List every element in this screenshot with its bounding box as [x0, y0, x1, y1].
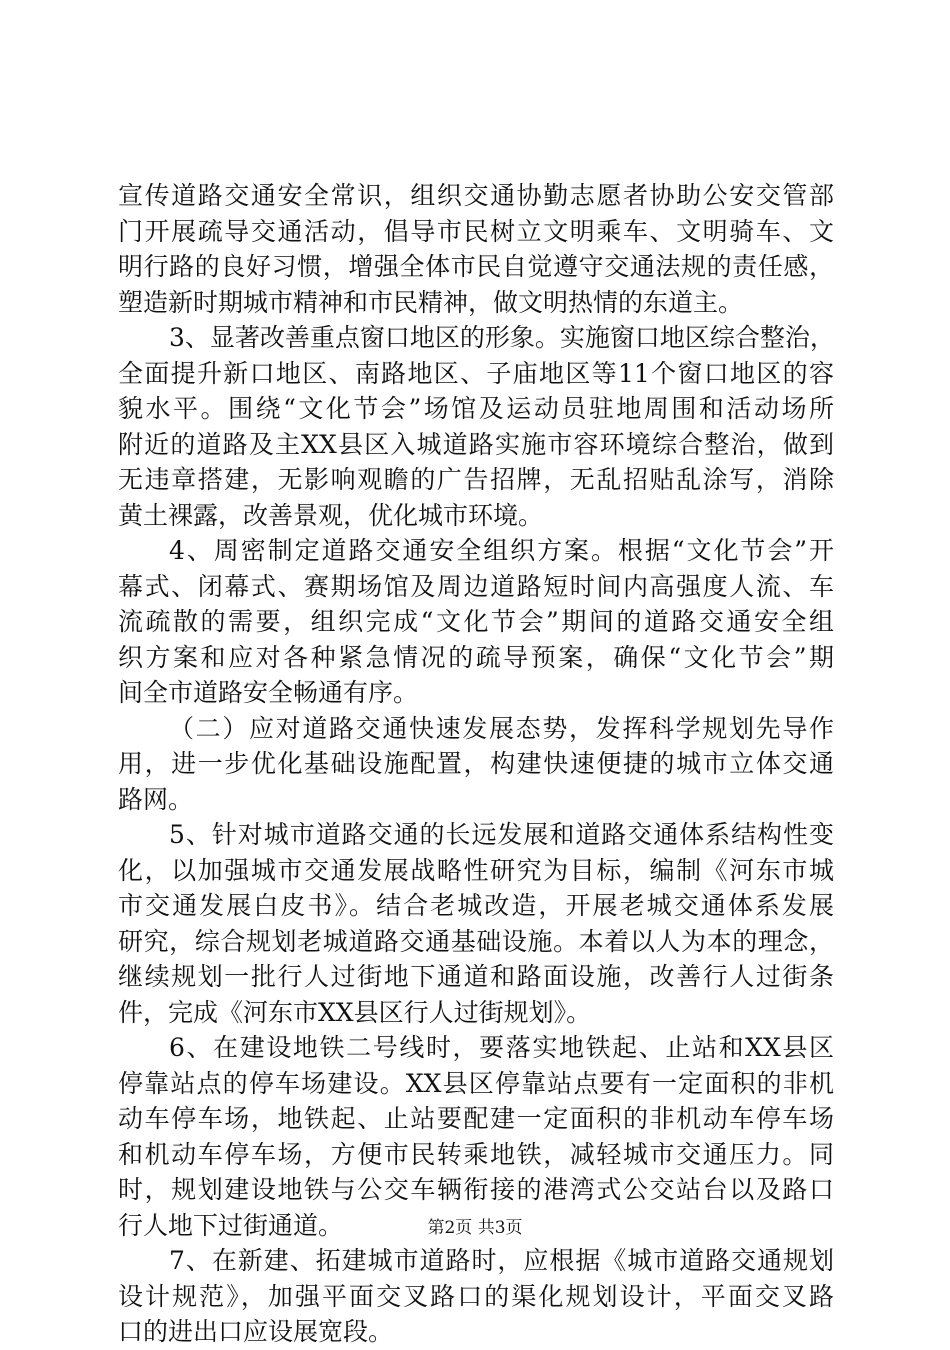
text-line: 门开展疏导交通活动，倡导市民树立文明乘车、文明骑车、文: [118, 216, 834, 246]
page-footer: 第2页 共3页: [427, 1218, 523, 1238]
text-line: 动车停车场，地铁起、止站要配建一定面积的非机动车停车场: [118, 1104, 834, 1133]
text-line: （二）应对道路交通快速发展态势，发挥科学规划先导作: [169, 713, 834, 743]
text-line: 宣传道路交通安全常识，组织交通协勤志愿者协助公安交管部: [118, 181, 834, 210]
text-line: 流疏散的需要，组织完成“文化节会”期间的道路交通安全组: [118, 607, 834, 636]
text-line: 件，完成《河东市XX县区行人过街规划》。: [118, 997, 592, 1027]
text-line: 附近的道路及主XX县区入城道路实施市容环境综合整治，做到: [118, 429, 834, 459]
text-line: 6、在建设地铁二号线时，要落实地铁起、止站和XX县区: [169, 1033, 834, 1062]
text-line: 塑造新时期城市精神和市民精神，做文明热情的东道主。: [118, 287, 744, 317]
text-line: 用，进一步优化基础设施配置，构建快速便捷的城市立体交通: [118, 749, 834, 778]
document-body: [118, 178, 834, 1350]
text-line: 化，以加强城市交通发展战略性研究为目标，编制《河东市城: [118, 855, 834, 885]
text-line: 研究，综合规划老城道路交通基础设施。本着以人为本的理念，: [118, 926, 834, 956]
text-line: 时，规划建设地铁与公交车辆衔接的港湾式公交站台以及路口: [118, 1175, 834, 1204]
text-line: 貌水平。围绕“文化节会”场馆及运动员驻地周围和活动场所: [118, 394, 834, 423]
text-line: 5、针对城市道路交通的长远发展和道路交通体系结构性变: [169, 820, 834, 849]
text-line: 明行路的良好习惯，增强全体市民自觉遵守交通法规的责任感，: [118, 252, 834, 281]
text-line: 设计规范》，加强平面交叉路口的渠化规划设计，平面交叉路: [118, 1281, 834, 1311]
text-line: 间全市道路安全畅通有序。: [118, 678, 419, 707]
text-line: 行人地下过街通道。: [118, 1210, 344, 1240]
text-line: 幕式、闭幕式、赛期场馆及周边道路短时间内高强度人流、车: [118, 571, 834, 601]
text-line: 织方案和应对各种紧急情况的疏导预案，确保“文化节会”期: [118, 642, 834, 672]
text-line: 全面提升新口地区、南路地区、子庙地区等11个窗口地区的容: [118, 358, 834, 388]
text-line: 路网。: [118, 784, 194, 814]
text-line: 停靠站点的停车场建设。XX县区停靠站点要有一定面积的非机: [118, 1068, 834, 1098]
text-line: 无违章搭建，无影响观瞻的广告招牌，无乱招贴乱涂写，消除: [118, 465, 834, 494]
text-line: 继续规划一批行人过街地下通道和路面设施，改善行人过街条: [118, 962, 834, 991]
text-line: 和机动车停车场，方便市民转乘地铁，减轻城市交通压力。同: [118, 1139, 834, 1169]
text-line: 3、显著改善重点窗口地区的形象。实施窗口地区综合整治，: [169, 323, 835, 352]
text-line: 7、在新建、拓建城市道路时，应根据《城市道路交通规划: [169, 1246, 834, 1275]
text-line: 口的进出口应设展宽段。: [118, 1317, 394, 1346]
text-line: 市交通发展白皮书》。结合老城改造，开展老城交通体系发展: [118, 891, 834, 920]
text-line: 4、周密制定道路交通安全组织方案。根据“文化节会”开: [169, 536, 834, 565]
text-line: 黄土裸露，改善景观，优化城市环境。: [118, 500, 544, 530]
